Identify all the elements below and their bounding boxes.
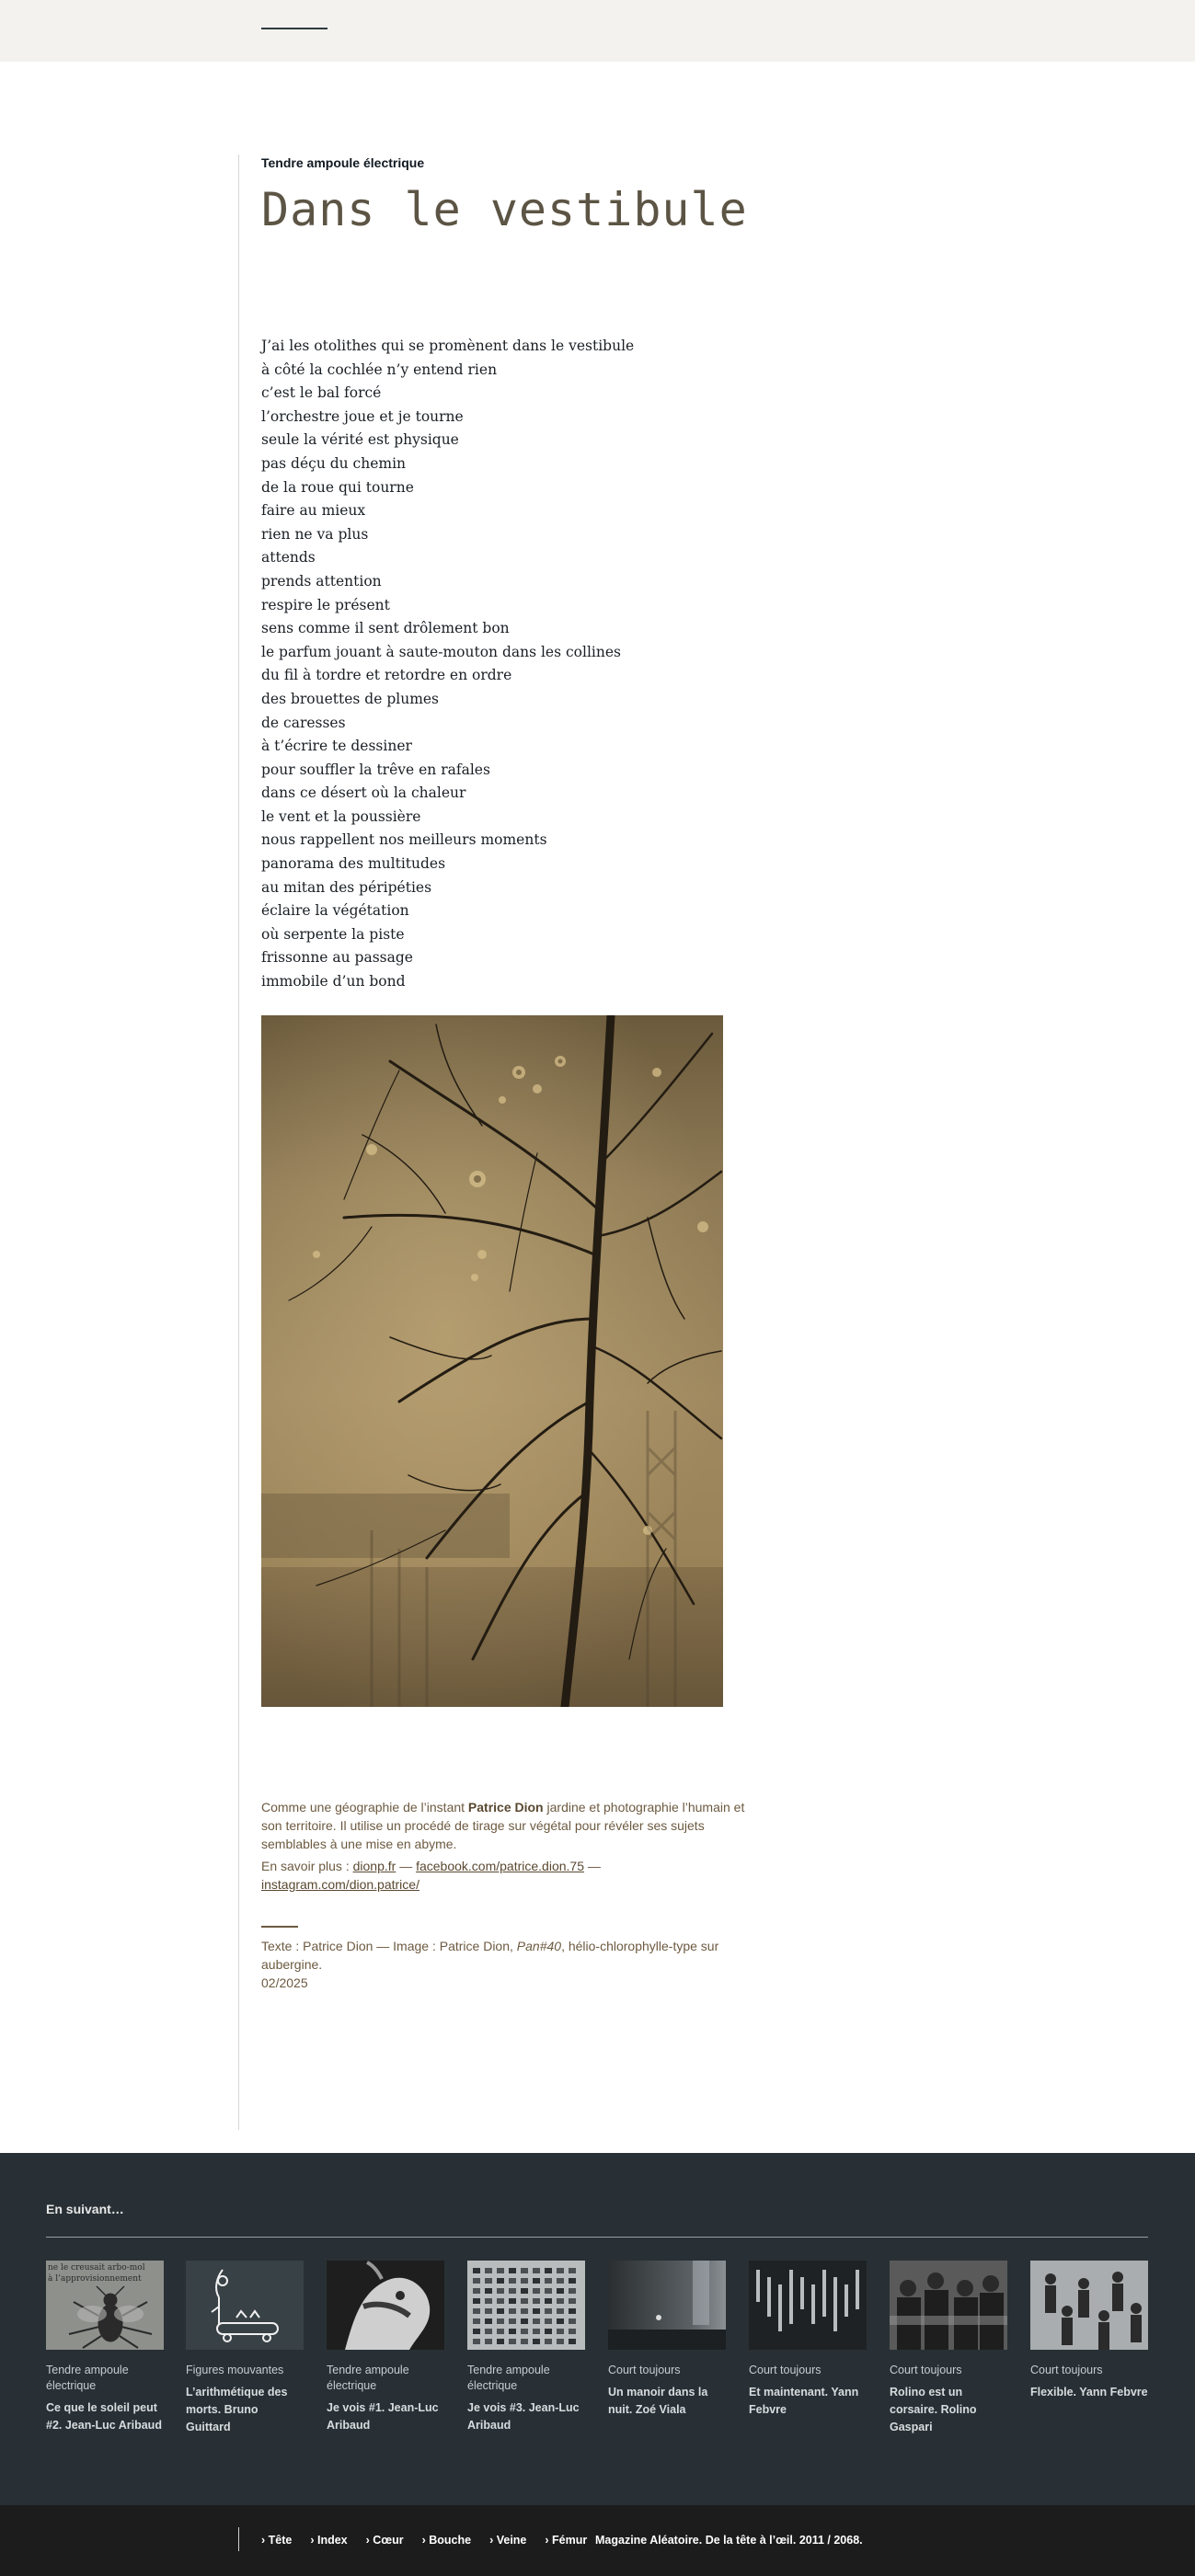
facade-window xyxy=(533,2329,540,2334)
card-thumbnail[interactable] xyxy=(327,2261,444,2350)
tool-shape xyxy=(822,2270,826,2317)
facade-window xyxy=(509,2278,516,2284)
next-articles-rule xyxy=(46,2237,1148,2238)
poem-line: le parfum jouant à saute-mouton dans les collines xyxy=(261,643,621,660)
facade-window xyxy=(485,2298,492,2304)
facade-window xyxy=(497,2318,504,2324)
facade-window xyxy=(557,2268,564,2273)
next-articles-heading: En suivant… xyxy=(46,2202,124,2216)
poem-line: panorama des multitudes xyxy=(261,855,446,873)
facade-window xyxy=(473,2268,480,2273)
facade-window xyxy=(569,2339,576,2344)
facade-window xyxy=(557,2278,564,2284)
next-card-8[interactable] xyxy=(1030,2261,1148,2401)
card-title[interactable]: L’arithmétique des morts. Bruno Guittard xyxy=(186,2386,288,2433)
facade-window xyxy=(557,2329,564,2334)
facade-window xyxy=(545,2278,552,2284)
facade-window xyxy=(473,2329,480,2334)
card-thumbnail[interactable] xyxy=(749,2261,867,2350)
link-dionp[interactable]: dionp.fr xyxy=(352,1859,396,1873)
nav-veine[interactable]: › Veine xyxy=(489,2534,527,2547)
facade-window xyxy=(569,2298,576,2304)
article-title: Dans le vestibule xyxy=(261,183,748,236)
facade-window xyxy=(545,2288,552,2294)
facade-window xyxy=(497,2268,504,2273)
card-thumbnail[interactable] xyxy=(46,2261,164,2350)
facade-window xyxy=(557,2288,564,2294)
tool-shape xyxy=(856,2270,859,2309)
poem-line: pour souffler la trêve en rafales xyxy=(261,761,490,778)
nav-index[interactable]: › Index xyxy=(310,2534,348,2547)
facade-window xyxy=(473,2288,480,2294)
poem-line: à côté la cochlée n’y entend rien xyxy=(261,361,498,378)
nav-coeur[interactable]: › Cœur xyxy=(365,2534,404,2547)
card-thumbnail[interactable] xyxy=(890,2261,1007,2350)
card-category[interactable]: Tendre ampoule électrique xyxy=(467,2364,550,2392)
footer-margin-line xyxy=(238,2527,239,2551)
facade-window xyxy=(497,2288,504,2294)
facade-window xyxy=(569,2278,576,2284)
site-footer xyxy=(0,2505,1195,2576)
author-bio-text: Comme une géographie de l’instant Patrice Dion jardine et photographie l’humain et son territoire. Il utilise un procédé de tirage sur végétal pour révéler ses sujets semblables à une mise en abyme. xyxy=(261,1800,745,1851)
card-thumbnail-caption: ne le creusait arbo-mol xyxy=(48,2263,145,2273)
author-bio xyxy=(261,1798,749,1894)
facade-window xyxy=(557,2318,564,2324)
poem-line: l’orchestre joue et je tourne xyxy=(261,407,464,425)
facade-window xyxy=(473,2308,480,2314)
poem-line: immobile d’un bond xyxy=(261,973,406,990)
facade-window xyxy=(545,2339,552,2344)
poem-line: pas déçu du chemin xyxy=(261,454,407,472)
facade-window xyxy=(485,2318,492,2324)
poem-line: c’est le bal forcé xyxy=(261,384,382,402)
credits xyxy=(261,1937,749,1992)
card-thumbnail[interactable] xyxy=(1030,2261,1148,2350)
facade-window xyxy=(521,2308,528,2314)
facade-window xyxy=(509,2308,516,2314)
facade-window xyxy=(509,2318,516,2324)
facade-window xyxy=(533,2339,540,2344)
tool-shape xyxy=(811,2284,815,2324)
facade-window xyxy=(521,2278,528,2284)
poem-line: au mitan des péripéties xyxy=(261,878,432,896)
poem-line: frissonne au passage xyxy=(261,949,413,967)
facade-window xyxy=(497,2298,504,2304)
nav-femur[interactable]: › Fémur xyxy=(545,2534,588,2547)
facade-window xyxy=(521,2318,528,2324)
facade-window xyxy=(533,2318,540,2324)
poem-line: où serpente la piste xyxy=(261,925,405,943)
poem-line: rien ne va plus xyxy=(261,525,369,543)
facade-window xyxy=(569,2318,576,2324)
facade-window xyxy=(485,2329,492,2334)
tool-shape xyxy=(845,2284,848,2317)
facade-window xyxy=(473,2318,480,2324)
next-card-3[interactable] xyxy=(327,2261,444,2434)
next-card-2[interactable] xyxy=(186,2261,304,2436)
poem-line: seule la vérité est physique xyxy=(261,431,459,449)
poem-line: éclaire la végétation xyxy=(261,902,409,920)
poem-line: le vent et la poussière xyxy=(261,807,421,825)
facade-window xyxy=(497,2329,504,2334)
card-category[interactable]: Court toujours xyxy=(890,2364,962,2376)
card-thumbnail[interactable] xyxy=(608,2261,726,2350)
link-instagram[interactable]: instagram.com/dion.patrice/ xyxy=(261,1877,419,1892)
credits-line: Texte : Patrice Dion — Image : Patrice Dion, Pan#40, hélio-chlorophylle-type sur aubergine. xyxy=(261,1939,719,1972)
facade-window xyxy=(521,2298,528,2304)
author-name: Patrice Dion xyxy=(467,1800,544,1815)
facade-window xyxy=(545,2308,552,2314)
poem-line: nous rappellent nos meilleurs moments xyxy=(261,831,547,849)
next-card-4[interactable] xyxy=(467,2261,585,2434)
facade-window xyxy=(545,2298,552,2304)
article-margin-line xyxy=(238,155,239,2130)
next-articles-section xyxy=(0,2153,1195,2505)
facade-window xyxy=(485,2278,492,2284)
footer-nav xyxy=(261,2534,587,2547)
facade-window xyxy=(521,2268,528,2273)
facade-window xyxy=(497,2278,504,2284)
poem-line: faire au mieux xyxy=(261,502,366,520)
card-category[interactable]: Court toujours xyxy=(608,2364,681,2376)
facade-window xyxy=(509,2268,516,2273)
facade-window xyxy=(533,2288,540,2294)
card-thumbnail[interactable] xyxy=(186,2261,304,2350)
article-image-leaf-print xyxy=(261,1015,723,1707)
poem-line: J’ai les otolithes qui se promènent dans le vestibule xyxy=(261,338,635,354)
poem-line: attends xyxy=(261,549,316,567)
article-header xyxy=(261,155,758,237)
facade-window xyxy=(497,2308,504,2314)
card-category[interactable]: Tendre ampoule électrique xyxy=(327,2364,409,2392)
next-card-7[interactable] xyxy=(890,2261,1007,2436)
poem-line: de la roue qui tourne xyxy=(261,478,414,496)
card-category[interactable]: Tendre ampoule électrique xyxy=(46,2364,129,2392)
card-thumbnail-caption: à l’approvisionnement xyxy=(48,2274,142,2284)
card-category[interactable]: Court toujours xyxy=(1030,2364,1103,2376)
tool-shape xyxy=(833,2277,837,2331)
tool-shape xyxy=(778,2284,782,2331)
facade-window xyxy=(545,2268,552,2273)
facade-window xyxy=(509,2288,516,2294)
poem-line: prends attention xyxy=(261,572,382,590)
poem-line: des brouettes de plumes xyxy=(261,690,440,707)
facade-window xyxy=(533,2268,540,2273)
publication-date: 02/2025 xyxy=(261,1975,308,1990)
poem-line: du fil à tordre et retordre en ordre xyxy=(261,667,512,684)
link-facebook[interactable]: facebook.com/patrice.dion.75 xyxy=(416,1859,584,1873)
card-title[interactable]: Et maintenant. Yann Febvre xyxy=(749,2386,859,2416)
facade-window xyxy=(557,2298,564,2304)
facade-window xyxy=(473,2339,480,2344)
poem-line: à t’écrire te dessiner xyxy=(261,738,412,755)
card-title[interactable]: Ce que le soleil peut #2. Jean-Luc Aribaud xyxy=(46,2401,162,2432)
poem-body xyxy=(261,335,776,994)
facade-window xyxy=(557,2339,564,2344)
facade-window xyxy=(521,2329,528,2334)
card-thumbnail[interactable] xyxy=(467,2261,585,2350)
card-title[interactable]: Flexible. Yann Febvre xyxy=(1030,2386,1148,2399)
work-title: Pan#40 xyxy=(516,1939,562,1953)
article-category[interactable]: Tendre ampoule électrique xyxy=(261,155,425,170)
facade-window xyxy=(533,2278,540,2284)
poem-line: dans ce désert où la chaleur xyxy=(261,784,466,802)
poem-line: sens comme il sent drôlement bon xyxy=(261,620,510,637)
facade-window xyxy=(533,2298,540,2304)
nav-bouche[interactable]: › Bouche xyxy=(421,2534,472,2547)
nav-tete[interactable]: › Tête xyxy=(261,2534,293,2547)
footer-tagline: Magazine Aléatoire. De la tête à l’œil. 2011 / 2068. xyxy=(595,2534,863,2547)
poem-line: de caresses xyxy=(261,714,346,731)
facade-window xyxy=(545,2318,552,2324)
facade-window xyxy=(485,2288,492,2294)
card-title[interactable]: Je vois #1. Jean-Luc Aribaud xyxy=(327,2401,439,2432)
card-category[interactable]: Figures mouvantes xyxy=(186,2364,284,2376)
facade-window xyxy=(473,2298,480,2304)
facade-window xyxy=(569,2329,576,2334)
facade-window xyxy=(485,2308,492,2314)
card-title[interactable]: Un manoir dans la nuit. Zoé Viala xyxy=(608,2386,708,2416)
tool-shape xyxy=(756,2270,760,2302)
facade-window xyxy=(485,2268,492,2273)
tool-shape xyxy=(800,2277,804,2309)
card-title[interactable]: Je vois #3. Jean-Luc Aribaud xyxy=(467,2401,580,2432)
top-bar-rule xyxy=(261,28,327,29)
facade-window xyxy=(485,2339,492,2344)
poem-line: respire le présent xyxy=(261,596,390,613)
facade-window xyxy=(509,2298,516,2304)
facade-window xyxy=(521,2339,528,2344)
top-bar xyxy=(0,0,1195,62)
facade-window xyxy=(557,2308,564,2314)
tool-shape xyxy=(789,2270,793,2324)
author-links: En savoir plus : dionp.fr — facebook.com/patrice.dion.75 — instagram.com/dion.patrice/ xyxy=(261,1859,601,1892)
facade-window xyxy=(509,2329,516,2334)
facade-window xyxy=(521,2288,528,2294)
facade-window xyxy=(473,2278,480,2284)
next-card-1[interactable] xyxy=(46,2261,164,2434)
facade-window xyxy=(569,2268,576,2273)
next-card-6[interactable] xyxy=(749,2261,867,2419)
card-category[interactable]: Court toujours xyxy=(749,2364,822,2376)
facade-window xyxy=(569,2288,576,2294)
facade-window xyxy=(533,2308,540,2314)
facade-window xyxy=(545,2329,552,2334)
facade-window xyxy=(509,2339,516,2344)
next-card-5[interactable] xyxy=(608,2261,726,2419)
facade-window xyxy=(497,2339,504,2344)
credits-rule xyxy=(261,1926,298,1928)
card-title[interactable]: Rolino est un corsaire. Rolino Gaspari xyxy=(890,2386,977,2433)
tool-shape xyxy=(767,2277,771,2317)
facade-window xyxy=(569,2308,576,2314)
